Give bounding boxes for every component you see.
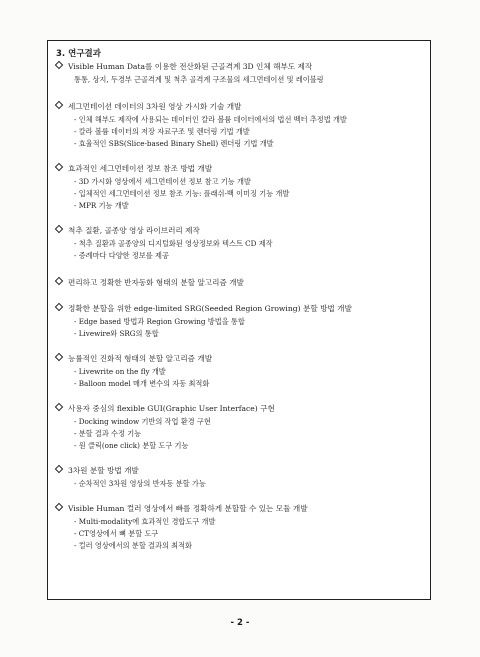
bullet-item bbox=[52, 303, 352, 314]
diamond-icon bbox=[55, 503, 63, 511]
bullet-item bbox=[52, 403, 275, 414]
results-box bbox=[47, 40, 431, 600]
diamond-icon bbox=[55, 303, 63, 311]
sub-item: - 입체적인 세그먼테이션 정보 참조 기능: 플래쉬-백 이미징 기능 개발 bbox=[74, 189, 290, 198]
sub-item: - 효율적인 SBS(Slice-based Binary Shell) 렌더링 기법 개발 bbox=[74, 139, 274, 148]
page-number: - 2 - bbox=[230, 618, 250, 628]
diamond-icon bbox=[55, 465, 63, 473]
sub-item: - 컬러 영상에서의 분할 결과의 최적화 bbox=[74, 541, 193, 550]
sub-item: - MPR 기능 개발 bbox=[74, 201, 129, 210]
sub-item: - 3D 가시화 영상에서 세그먼테이션 정보 참고 기능 개발 bbox=[74, 177, 251, 186]
bullet-item bbox=[52, 101, 241, 112]
bullet-item bbox=[52, 503, 308, 514]
sub-item: - 척추 질환과 골종양의 디지털화된 영상정보와 텍스트 CD 제작 bbox=[74, 239, 273, 248]
sub-item: - Docking window 기반의 작업 환경 구현 bbox=[74, 417, 211, 426]
bullet-item bbox=[52, 225, 200, 236]
diamond-icon bbox=[55, 353, 63, 361]
section-title: 3. 연구결과 bbox=[56, 49, 101, 59]
sub-item: - 칼라 볼륨 데이터의 저장 자료구조 및 렌더링 기법 개발 bbox=[74, 127, 250, 136]
bullet-text: 3차원 분할 방법 개발 bbox=[68, 466, 139, 475]
bullet-text: 세그먼테이션 데이터의 3차원 영상 가시화 기술 개발 bbox=[68, 102, 242, 111]
bullet-text: Visible Human 컬러 영상에서 빠를 정확하게 분할할 수 있는 모듈 개발 bbox=[68, 504, 308, 513]
sub-item: 통통, 상지, 두경부 근골격계 및 척추 골격계 구조물의 세그먼테이션 및 레이블링 bbox=[74, 75, 324, 84]
bullet-item bbox=[52, 163, 212, 174]
diamond-icon bbox=[55, 101, 63, 109]
sub-item: - 분할 결과 수정 기능 bbox=[74, 429, 142, 438]
sub-item: - Livewire와 SRG의 통합 bbox=[74, 329, 159, 338]
bullet-text: 사용자 중심의 flexible GUI(Graphic User Interface) 구현 bbox=[68, 404, 275, 413]
diamond-icon bbox=[55, 225, 63, 233]
bullet-text: Visible Human Data를 이용한 전산화된 근골격계 3D 인체 해부도 제작 bbox=[68, 62, 313, 71]
sub-item: - CT영상에서 뼈 분할 도구 bbox=[74, 529, 159, 538]
sub-item: - 순차적인 3차원 영상의 반자동 분할 가능 bbox=[74, 479, 206, 488]
sub-item: - 인체 해부도 제작에 사용되는 데이터인 칼라 볼륨 데이터에서의 법선 벡터 추정법 개발 bbox=[74, 115, 347, 124]
sub-item: - Multi-modality에 효과적인 경합도구 개발 bbox=[74, 517, 216, 526]
sub-item: - 원 클릭(one click) 분할 도구 기능 bbox=[74, 441, 189, 450]
bullet-text: 효과적인 세그먼테이션 정보 참조 방법 개발 bbox=[68, 164, 213, 173]
bullet-text: 척추 질환, 골종양 영상 라이브러리 제작 bbox=[68, 226, 200, 235]
bullet-item bbox=[52, 465, 139, 476]
bullet-item bbox=[52, 277, 244, 288]
diamond-icon bbox=[55, 61, 63, 69]
diamond-icon bbox=[55, 163, 63, 171]
sub-item: - Balloon model 매개 변수의 자동 최적화 bbox=[74, 379, 210, 388]
bullet-item bbox=[52, 61, 312, 72]
diamond-icon bbox=[55, 403, 63, 411]
bullet-text: 정확한 분할을 위한 edge-limited SRG(Seeded Region Growing) 분할 방법 개발 bbox=[68, 304, 352, 313]
sub-item: - 증례마다 다양한 정보를 제공 bbox=[74, 251, 169, 260]
bullet-item bbox=[52, 353, 212, 364]
sub-item: - Edge based 방법과 Region Growing 방법을 통합 bbox=[74, 317, 245, 326]
bullet-text: 능률적인 진화적 형태의 분할 알고리즘 개발 bbox=[68, 354, 213, 363]
sub-item: - Livewrite on the fly 개발 bbox=[74, 367, 166, 376]
bullet-text: 편리하고 정확한 반자동화 형태의 분할 알고리즘 개발 bbox=[68, 278, 244, 287]
diamond-icon bbox=[55, 277, 63, 285]
